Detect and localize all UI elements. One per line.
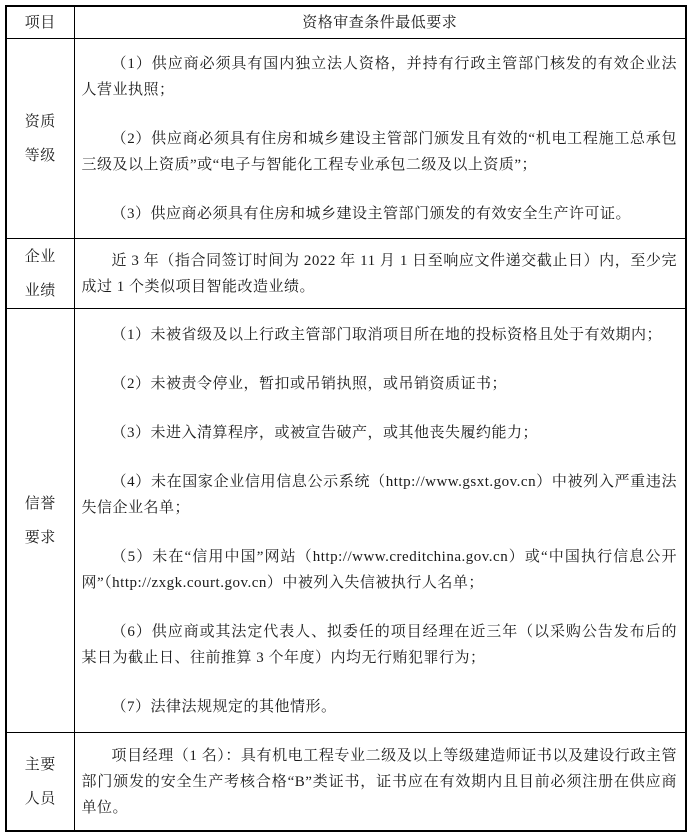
- header-requirements-label: 资格审查条件最低要求: [302, 14, 458, 31]
- requirement-paragraph: （3）供应商必须具有住房和城乡建设主管部门颁发的有效安全生产许可证。: [111, 205, 632, 222]
- qualification-review-table: [5, 5, 687, 832]
- row-label-line: 要求: [24, 529, 56, 546]
- row-label-key-personnel: [6, 733, 74, 832]
- row-label-line: 等级: [24, 147, 56, 164]
- row-qualification-level: [6, 39, 686, 239]
- row-label-qualification-level: [6, 39, 74, 239]
- row-reputation-requirements: [6, 309, 686, 733]
- row-content-reputation-requirements: [74, 309, 686, 733]
- requirement-paragraph: （1）供应商必须具有国内独立法人资格，并持有行政主管部门核发的有效企业法人营业执照；: [81, 55, 677, 98]
- requirement-paragraph: 项目经理（1 名）：具有机电工程专业二级及以上等级建造师证书以及建设行政主管部门颁发的安全生产考核合格“B”类证书，证书应在有效期内且目前必须注册在供应商单位。: [81, 747, 677, 816]
- row-label-line: 主要: [24, 756, 56, 773]
- requirement-paragraph: （2）未被责令停业，暂扣或吊销执照，或吊销资质证书；: [111, 375, 508, 392]
- row-label-reputation-requirements: [6, 309, 74, 733]
- header-item-label: 项目: [24, 14, 56, 31]
- row-content-qualification-level: [74, 39, 686, 239]
- requirement-paragraph: （7）法律法规规定的其他情形。: [111, 698, 337, 715]
- requirement-paragraph: （3）未进入清算程序，或被宣告破产，或其他丧失履约能力；: [111, 424, 539, 441]
- requirement-paragraph: （5）未在“信用中国”网站（http://www.creditchina.gov.cn）或“中国执行信息公开网”（http://zxgk.court.gov.cn）中被列入失信被执行人名单；: [81, 548, 677, 591]
- row-label-line: 企业: [24, 248, 56, 265]
- row-label-line: 资质: [24, 113, 56, 130]
- requirement-paragraph: （6）供应商或其法定代表人、拟委任的项目经理在近三年（以采购公告发布后的某日为截止日、往前推算 3 个年度）内均无行贿犯罪行为；: [81, 623, 677, 666]
- row-label-line: 人员: [24, 790, 56, 807]
- row-label-line: 业绩: [24, 282, 56, 299]
- table-header-row: [6, 6, 686, 39]
- row-label-line: 信誉: [24, 495, 56, 512]
- row-company-performance: [6, 239, 686, 309]
- header-cell-item: [6, 6, 74, 39]
- row-content-key-personnel: [74, 733, 686, 832]
- requirement-paragraph: （1）未被省级及以上行政主管部门取消项目所在地的投标资格且处于有效期内；: [111, 326, 663, 343]
- row-content-company-performance: [74, 239, 686, 309]
- row-label-company-performance: [6, 239, 74, 309]
- requirement-paragraph: （4）未在国家企业信用信息公示系统（http://www.gsxt.gov.cn）中被列入严重违法失信企业名单；: [81, 473, 677, 516]
- requirement-paragraph: （2）供应商必须具有住房和城乡建设主管部门颁发且有效的“机电工程施工总承包三级及以上资质”或“电子与智能化工程专业承包二级及以上资质”；: [81, 130, 677, 173]
- header-cell-requirements: [74, 6, 686, 39]
- requirement-paragraph: 近 3 年（指合同签订时间为 2022 年 11 月 1 日至响应文件递交截止日）内，至少完成过 1 个类似项目智能改造业绩。: [81, 252, 677, 295]
- row-key-personnel: [6, 733, 686, 832]
